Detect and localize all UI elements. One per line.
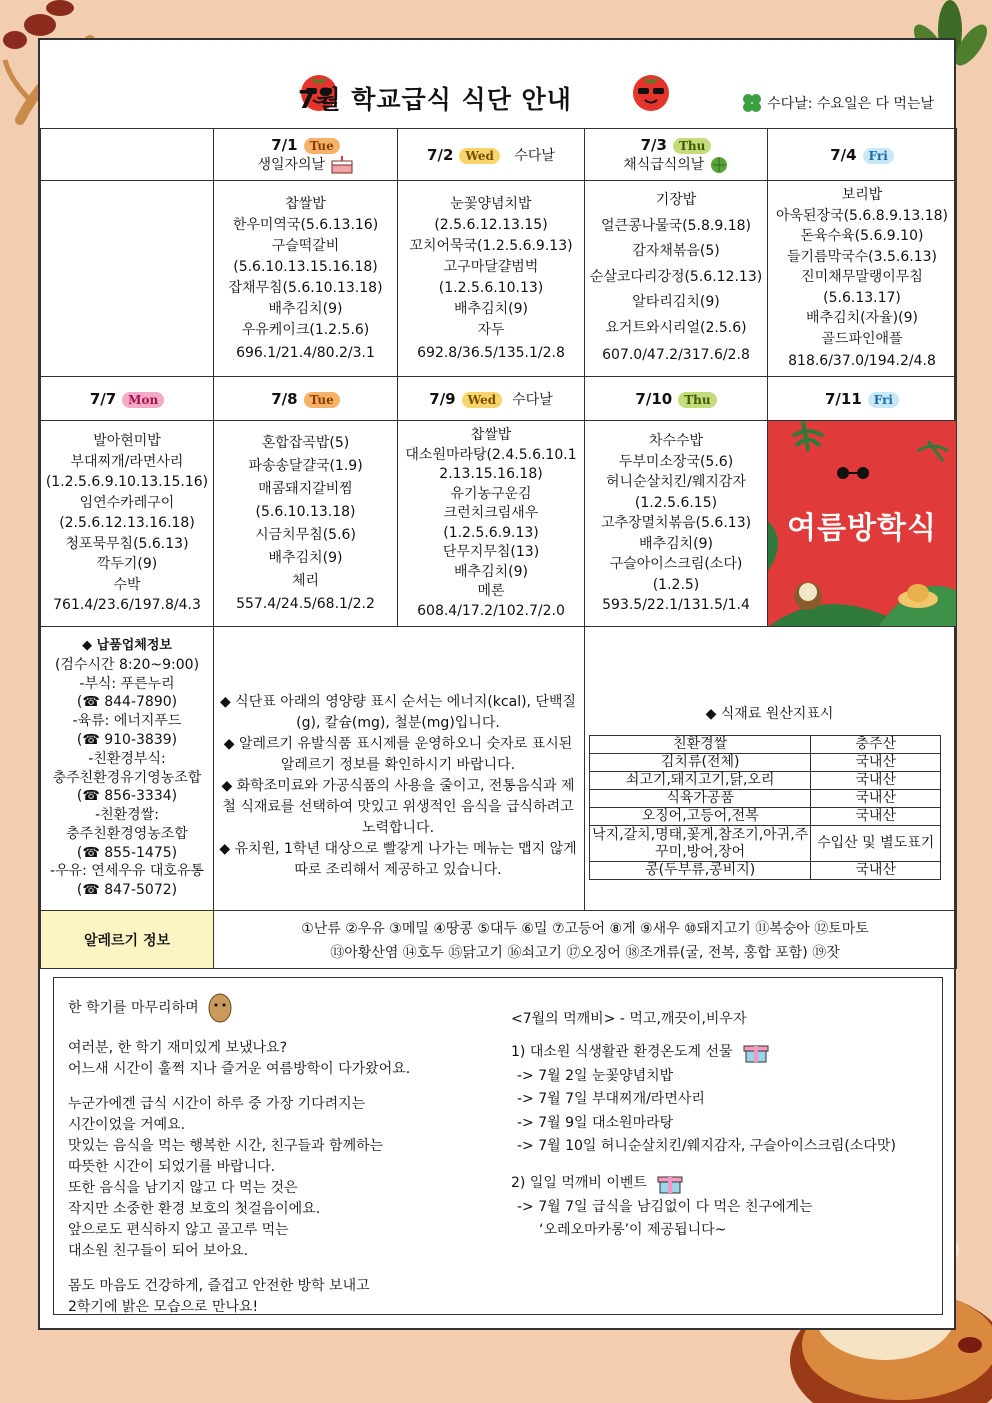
origin-table <box>589 735 941 880</box>
week2-menu-row <box>41 421 957 627</box>
allergy-label: 알레르기 정보 <box>41 911 214 969</box>
event-section-2: 2) 일일 먹깨비 이벤트 <box>511 1175 647 1192</box>
menu-cell-0704: 보리밥 아욱된장국(5.6.8.9.13.18) 돈육수육(5.6.9.10) 들기름막국수(3.5.6.13) 진미채무말랭이무침 (5.6.13.17) 배추김치(자율)(9) 골드파인애플 818.6/37.0/194.2/4.8 <box>768 181 957 377</box>
origin-row: 낙지,갈치,명태,꽃게,참조기,아귀,주꾸미,방어,장어 수입산 및 별도표기 <box>590 826 941 862</box>
letter-heading: 한 학기를 마무리하며 <box>68 1000 199 1016</box>
menu-cell-0708: 혼합잡곡밥(5) 파송송달걀국(1.9) 매콤돼지갈비찜 (5.6.10.13.18) 시금치무침(5.6) 배추김치(9) 체리 557.4/24.5/68.1/2.2 <box>214 421 398 627</box>
day-badge: Tue <box>304 138 340 154</box>
day-note: 수다날 <box>514 147 555 164</box>
origin-row: 쇠고기,돼지고기,닭,오리 국내산 <box>590 772 941 790</box>
day-badge: Wed <box>459 148 500 164</box>
summer-vacation-cell <box>768 421 957 627</box>
potato-character-icon <box>207 992 233 1024</box>
nutrition-info: 761.4/23.6/197.8/4.3 <box>53 597 201 614</box>
cake-icon <box>330 156 354 174</box>
origin-row: 콩(두부류,콩비지) 국내산 <box>590 862 941 880</box>
empty-label-cell <box>41 181 214 377</box>
day-note: 생일자의날 <box>257 156 326 173</box>
allergy-row <box>41 911 957 969</box>
day-badge: Thu <box>678 392 716 408</box>
day-header-0710: 7/10 Thu <box>585 377 768 421</box>
empty-corner-cell <box>41 129 214 181</box>
nutrition-info: 608.4/17.2/102.7/2.0 <box>417 602 565 619</box>
legend-text: 수다날: 수요일은 다 먹는날 <box>767 96 934 112</box>
day-header-0703: 7/3 Thu 채식급식의날 <box>585 129 768 181</box>
nutrition-info: 607.0/47.2/317.6/2.8 <box>602 347 750 364</box>
day-badge: Mon <box>122 392 164 408</box>
allergy-list: ①난류 ②우유 ③메밀 ④땅콩 ⑤대두 ⑥밀 ⑦고등어 ⑧게 ⑨새우 ⑩돼지고기 ⑪복숭아 ⑫토마토 ⑬아황산염 ⑭호두 ⑮닭고기 ⑯쇠고기 ⑰오징어 ⑱조개류(굴, 전복, 홍합 포함) ⑲잣 <box>214 911 957 969</box>
clover-icon <box>741 92 763 114</box>
origin-row: 친환경쌀 충주산 <box>590 736 941 754</box>
menu-cell-0709: 찹쌀밥 대소원마라탕(2.4.5.6.10.1 2.13.15.16.18) 유기농구운김 크런치크림새우 (1.2.5.6.9.13) 단무지무침(13) 배추김치(9) 메론 608.4/17.2/102.7/2.0 <box>398 421 585 627</box>
event-title: <7월의 먹깨비> - 먹고,깨끗이,비우자 <box>511 1011 747 1027</box>
legend-note <box>741 92 934 114</box>
day-header-0708: 7/8 Tue <box>214 377 398 421</box>
day-badge: Fri <box>868 392 899 408</box>
nutrition-info: 593.5/22.1/131.5/1.4 <box>602 597 750 614</box>
gift-icon <box>657 1172 683 1194</box>
closing-letter: 한 학기를 마무리하며 여러분, 한 학기 재미있게 보냈나요? 어느새 시간이 훌쩍 지나 즐거운 여름방학이 다가왔어요. 누군가에겐 급식 시간이 하루 중 가장 기다려지는 시간이었을 거예요. 맛있는 음식을 먹는 행복한 시간, 친구들과 함께하는 따뜻한 시간이 되었기를 바랍니다. 또한 음식을 남기지 않고 다 먹는 것은 작지만 소중한 환경 보호의 첫걸음이에요. 앞으로도 편식하지 않고 골고루 먹는 대소원 친구들이 되어 보아요. 몸도 마음도 건강하게, 즐겁고 안전한 방학 보내고 2학기에 밝은 모습으로 만나요! <box>68 992 488 1332</box>
header <box>40 40 954 128</box>
message-box <box>53 977 943 1315</box>
menu-cell-0701: 찹쌀밥 한우미역국(5.6.13.16) 구슬떡갈비 (5.6.10.13.15.16.18) 잡채무침(5.6.10.13.18) 배추김치(9) 우유케이크(1.2.5.6) 696.1/21.4/80.2/3.1 <box>214 181 398 377</box>
day-header-0709: 7/9 Wed 수다날 <box>398 377 585 421</box>
day-badge: Thu <box>673 138 711 154</box>
menu-cell-0702: 눈꽃양념치밥 (2.5.6.12.13.15) 꼬치어묵국(1.2.5.6.9.13) 고구마달걀범벅 (1.2.5.6.10.13) 배추김치(9) 자두 692.8/36.5/135.1/2.8 <box>398 181 585 377</box>
menu-cell-0707: 발아현미밥 부대찌개/라면사리 (1.2.5.6.9.10.13.15.16) 임연수카레구이 (2.5.6.12.13.16.18) 청포묵무침(5.6.13) 깍두기(9) 수박 761.4/23.6/197.8/4.3 <box>41 421 214 627</box>
week2-header-row <box>41 377 957 421</box>
supplier-info: ◆ 납품업체정보 (검수시간 8:20~9:00) -부식: 푸른누리 (☎ 844-7890) -육류: 에너지푸드 (☎ 910-3839) -친환경부식: 충주친환경유기영농조합 (☎ 856-3334) -친환경쌀: 충주친환경영농조합 (☎ 855-1475) -우유: 연세우유 대호유통 (☎ 847-5072) <box>41 627 214 911</box>
day-header-0702: 7/2 Wed 수다날 <box>398 129 585 181</box>
week1-header-row <box>41 129 957 181</box>
day-badge: Wed <box>462 392 503 408</box>
notice-item: ◆ 식단표 아래의 영양량 표시 순서는 에너지(kcal), 단백질(g), 칼슘(mg), 철분(mg)입니다. <box>219 694 577 731</box>
event-section-1: 1) 대소원 식생활관 환경온도계 선물 <box>511 1044 733 1061</box>
notice-item: ◆ 알레르기 유발식품 표시제를 운영하오니 숫자로 표시된 알레르기 정보를 확인하시기 바랍니다. <box>223 736 573 773</box>
page-title: 7월 학교급식 식단 안내 <box>298 85 572 114</box>
vacation-label: 여름방학식 <box>787 511 937 546</box>
day-note: 채식급식의날 <box>623 156 705 173</box>
menu-cell-0710: 차수수밥 두부미소장국(5.6) 허니순살치킨/웨지감자 (1.2.5.6.15) 고추장멸치볶음(5.6.13) 배추김치(9) 구슬아이스크림(소다) (1.2.5) 593.5/22.1/131.5/1.4 <box>585 421 768 627</box>
info-row <box>41 627 957 911</box>
nutrition-info: 557.4/24.5/68.1/2.2 <box>236 595 375 612</box>
day-note: 수다날 <box>512 391 553 408</box>
origin-title: ◆ 식재료 원산지표시 <box>705 706 834 722</box>
menu-sheet <box>38 38 956 1330</box>
origin-info <box>585 627 957 911</box>
notice-item: ◆ 화학조미료와 가공식품의 사용을 줄이고, 전통음식과 제철 식재료를 선택하여 맛있고 위생적인 음식을 급식하려고 노력합니다. <box>221 778 575 836</box>
origin-row: 식육가공품 국내산 <box>590 790 941 808</box>
day-header-0704: 7/4 Fri <box>768 129 957 181</box>
event-info: <7월의 먹깨비> - 먹고,깨끗이,비우자 1) 대소원 식생활관 환경온도계 선물 -> 7월 2일 눈꽃양념치밥 -> 7월 7일 부대찌개/라면사리 -> 7월 9일 대소원마라탕 -> 7월 10일 허니순살치킨/웨지감자, 구슬아이스크림(소다맛) 2) 일일 먹깨비 이벤트 -> 7월 7일 급식을 남김없이 다 먹은 친구에게는 ‘오레오마카롱’이 제공됩니다~ <box>511 1008 941 1243</box>
gift-icon <box>743 1041 769 1063</box>
day-header-0707: 7/7 Mon <box>41 377 214 421</box>
origin-row: 오징어,고등어,전복 국내산 <box>590 808 941 826</box>
day-badge: Tue <box>304 392 340 408</box>
origin-row: 김치류(전체) 국내산 <box>590 754 941 772</box>
menu-table <box>40 128 957 969</box>
day-badge: Fri <box>863 148 894 164</box>
nutrition-info: 696.1/21.4/80.2/3.1 <box>236 344 375 361</box>
tomato-character-icon <box>628 68 674 112</box>
week1-menu-row <box>41 181 957 377</box>
nutrition-info: 692.8/36.5/135.1/2.8 <box>417 344 565 361</box>
day-header-0701: 7/1 Tue 생일자의날 <box>214 129 398 181</box>
notice-item: ◆ 유치원, 1학년 대상으로 빨갛게 나가는 메뉴는 맵지 않게 따로 조리해서 제공하고 있습니다. <box>219 841 577 878</box>
notices <box>214 627 585 911</box>
menu-cell-0703: 기장밥 얼큰콩나물국(5.8.9.18) 감자채볶음(5) 순살코다리강정(5.6.12.13) 알타리김치(9) 요거트와시리얼(2.5.6) 607.0/47.2/317.6/2.8 <box>585 181 768 377</box>
nutrition-info: 818.6/37.0/194.2/4.8 <box>788 353 936 370</box>
day-header-0711: 7/11 Fri <box>768 377 957 421</box>
supplier-title: ◆ 납품업체정보 <box>82 637 172 653</box>
vegetable-icon <box>709 156 729 174</box>
